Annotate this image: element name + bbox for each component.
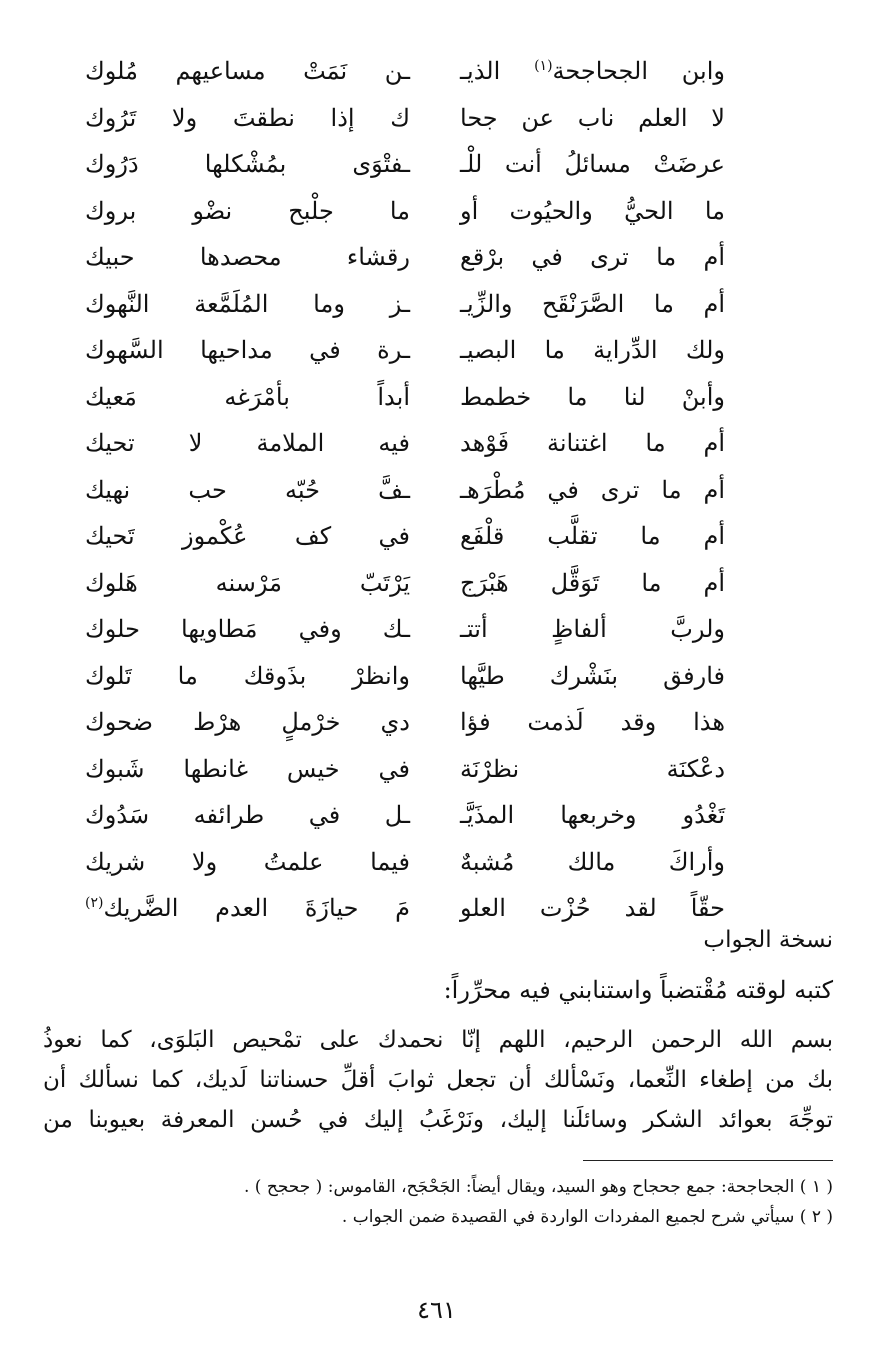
verse-second-hemistich	[85, 701, 410, 743]
verse-first-hemistich	[460, 190, 725, 232]
verse-first-hemistich	[460, 701, 725, 743]
verse-first-text: أم ما ترى في مُطْرَهـ	[460, 475, 725, 504]
intro-line: كتبه لوقته مُقْتضباً واستنابني فيه محرِّراً:	[443, 976, 833, 1004]
verse-second-text: مَ حيازَةَ العدم الضَّريك	[103, 894, 410, 922]
poem-verse	[60, 469, 770, 516]
verse-second-text: في خيس غانطها شَبوك	[85, 754, 410, 783]
verse-first-hemistich	[460, 655, 725, 697]
verse-second-text: يَرْتَبّ مَرْسنه هَلوك	[85, 568, 410, 597]
verse-second-hemistich	[85, 655, 410, 697]
verse-first-hemistich	[460, 236, 725, 278]
verse-second-text: ـز وما المُلَمَّعة النَّهوك	[85, 289, 410, 318]
verse-first-hemistich	[460, 841, 725, 883]
poem-verse	[60, 748, 770, 795]
poem-verse	[60, 608, 770, 655]
verse-second-text: دي خرْملٍ هرْط ضحوك	[85, 708, 410, 736]
verse-first-hemistich	[460, 515, 725, 557]
verse-first-tail: الذيـ	[460, 57, 501, 85]
verse-first-hemistich	[460, 794, 725, 836]
verse-second-text: رقشاء محصدها حبيك	[85, 243, 410, 271]
verse-first-text: وأبنْ لنا ما خطمط	[460, 382, 725, 411]
verse-first-hemistich	[460, 50, 725, 92]
verse-second-text: ما جلْبح نضْو بروك	[85, 196, 410, 225]
verse-first-text: عرضَتْ مسائلُ أنت للْـ	[460, 150, 725, 178]
verse-first-text: أم ما تقلَّب قلْفَع	[460, 522, 725, 550]
poem-verse	[60, 887, 770, 934]
verse-first-text: تَغْدُو وخربعها المذَيَّـ	[460, 801, 725, 829]
footnote: ( ٢ ) سيأتي شرح لجميع المفردات الواردة في القصيدة ضمن الجواب .	[341, 1207, 833, 1227]
verse-first-text: ولك الدِّراية ما البصيـ	[460, 336, 725, 364]
verse-first-text: لا العلم ناب عن جحا	[460, 103, 725, 132]
verse-first-text: أم ما اغتنانة فَوْهد	[460, 429, 725, 457]
prose-line: توجِّهَ بعوائد الشكر وسائلَنا إليك، ونَرْغَبُ إليك في حُسن المعرفة بعيوبنا من	[43, 1107, 833, 1133]
verse-second-hemistich	[85, 608, 410, 650]
verse-first-hemistich	[460, 469, 725, 511]
poem-verse	[60, 701, 770, 748]
verse-second-hemistich	[85, 236, 410, 278]
footnote-divider	[583, 1160, 833, 1161]
poem-verse	[60, 422, 770, 469]
verse-second-text: فيما علمتُ ولا شريك	[85, 847, 410, 876]
section-title: نسخة الجواب	[703, 927, 833, 953]
poem-verse	[60, 97, 770, 144]
verse-second-text: وانظرْ بذَوقك ما تَلوك	[85, 661, 410, 690]
verse-first-text: ولربَّ ألفاظٍ أتتـ	[460, 615, 725, 643]
poem	[60, 50, 770, 934]
verse-second-hemistich	[85, 562, 410, 604]
verse-second-hemistich	[85, 794, 410, 836]
verse-first-text: أم ما ترى في برْقع	[460, 243, 725, 271]
verse-second-hemistich	[85, 422, 410, 464]
verse-second-hemistich	[85, 748, 410, 790]
verse-second-hemistich	[85, 515, 410, 557]
verse-second-text: ـن نَمَتْ مساعيهم مُلوك	[85, 57, 410, 85]
verse-first-hemistich	[460, 887, 725, 929]
verse-second-text: ك إذا نطقتَ ولا تَرُوك	[85, 103, 410, 132]
verse-second-hemistich	[85, 190, 410, 232]
verse-first-text: وأراكَ مالك مُشبهٌ	[460, 847, 725, 876]
prose-line: بسم الله الرحمن الرحيم، اللهم إنّا نحمدك على تمْحيص البَلوَى، كما نعوذُ	[43, 1027, 833, 1053]
verse-second-hemistich	[85, 97, 410, 139]
verse-first-text: وابن الجحاجحة	[552, 57, 725, 85]
page-number: ٤٦١	[417, 1296, 456, 1324]
verse-first-hemistich	[460, 608, 725, 650]
poem-verse	[60, 841, 770, 888]
verse-second-hemistich	[85, 841, 410, 883]
footnotes	[43, 1172, 833, 1232]
verse-first-hemistich	[460, 329, 725, 371]
verse-second-text: ـرة في مداحيها السَّهوك	[85, 336, 410, 364]
poem-verse	[60, 236, 770, 283]
verse-second-hemistich	[85, 469, 410, 511]
verse-first-text: حقّاً لقد حُزْت العلو	[460, 894, 725, 922]
verse-second-hemistich	[85, 283, 410, 325]
verse-second-text: في كف عُكْموز تَحيك	[85, 522, 410, 550]
verse-second-hemistich	[85, 143, 410, 185]
verse-second-text: ـفتْوَى بمُشْكلها دَرُوك	[85, 150, 410, 178]
prose-paragraph	[43, 1020, 833, 1140]
poem-verse	[60, 329, 770, 376]
poem-verse	[60, 655, 770, 702]
verse-second-text: ـفَّ حُبّه حب نهيك	[85, 475, 410, 504]
verse-second-hemistich	[85, 329, 410, 371]
verse-first-text: فارفق بنَشْرك طيَّها	[460, 661, 725, 690]
verse-first-hemistich	[460, 422, 725, 464]
footnote-marker: (١)	[534, 58, 553, 74]
verse-first-hemistich	[460, 283, 725, 325]
verse-second-text: أبداً بأمْرَغه مَعيك	[85, 382, 410, 411]
poem-verse	[60, 562, 770, 609]
verse-first-text: دعْكنَة نظرْنَة	[460, 754, 725, 783]
verse-first-hemistich	[460, 143, 725, 185]
verse-second-hemistich	[85, 50, 410, 92]
poem-verse	[60, 50, 770, 97]
verse-first-text: أم ما تَوَقَّل هَبْرَج	[460, 568, 725, 597]
verse-second-text: ـك وفي مَطاويها حلوك	[85, 615, 410, 643]
verse-second-hemistich	[85, 887, 410, 929]
verse-first-hemistich	[460, 376, 725, 418]
verse-second-text: فيه الملامة لا تحيك	[85, 429, 410, 457]
verse-second-hemistich	[85, 376, 410, 418]
footnote-marker: (٢)	[85, 895, 104, 911]
footnote: ( ١ ) الجحاجحة: جمع جحجاح وهو السيد، ويقال أيضاً: الجَحْجَح، القاموس: ( جحجح ) .	[244, 1177, 833, 1197]
verse-first-hemistich	[460, 562, 725, 604]
verse-first-text: ما الحيُّ والحيُوت أو	[460, 196, 725, 225]
poem-verse	[60, 376, 770, 423]
poem-verse	[60, 190, 770, 237]
prose-line: بك من إطغاء النِّعما، ونَسْألك أن تجعل ثوابَ أقلِّ حسناتنا لَديك، كما نسألك أن	[43, 1067, 833, 1093]
poem-verse	[60, 143, 770, 190]
poem-verse	[60, 283, 770, 330]
verse-second-text: ـل في طرائفه سَدُوك	[85, 801, 410, 829]
verse-first-hemistich	[460, 97, 725, 139]
verse-first-text: أم ما الصَّرَنْقَح والزِّيـ	[460, 289, 725, 318]
verse-first-text: هذا وقد لَذمت فؤا	[460, 708, 725, 736]
verse-first-hemistich	[460, 748, 725, 790]
poem-verse	[60, 515, 770, 562]
poem-verse	[60, 794, 770, 841]
